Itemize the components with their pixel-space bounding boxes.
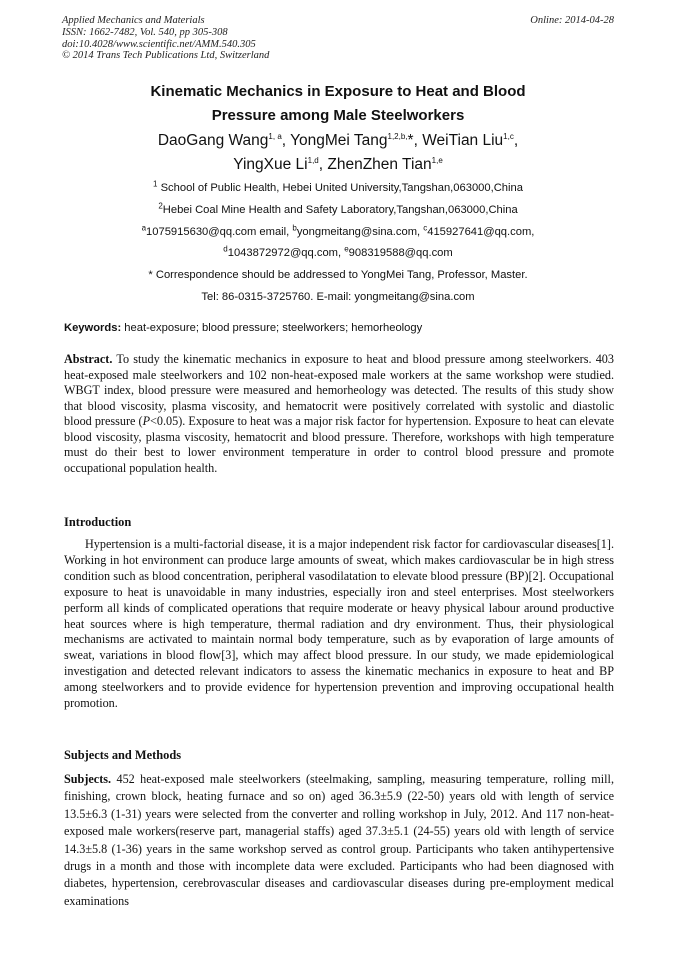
author-name: WeiTian Liu [422, 132, 504, 149]
paper-title [62, 80, 614, 128]
keywords-text: heat-exposure; blood pressure; steelworkers; hemorheology [121, 322, 423, 334]
title-line-1: Kinematic Mechanics in Exposure to Heat and Blood [150, 83, 526, 100]
author-name: ZhenZhen Tian [327, 156, 432, 173]
email-sup: a [141, 222, 147, 232]
doi-line: doi:10.4028/www.scientific.net/AMM.540.305 [62, 38, 256, 50]
affiliations [62, 178, 614, 309]
online-date: Online: 2014-04-28 [530, 15, 614, 26]
author-sup: 1, a [268, 131, 282, 141]
email-text: yongmeitang@sina.com, [296, 225, 421, 238]
author-name: YingXue Li [233, 156, 308, 173]
aff-sup: 2 [158, 201, 163, 211]
subjects-label: Subjects. [64, 772, 112, 786]
subjects-text: 452 heat-exposed male steelworkers (steelmaking, sampling, measuring temperature, rolling mill, finishing, crown block, heating furnace and so on) aged 36.3±5.9 (22-50) years old with length of service 13.5±6.3 (1-31) years were selected from the converter and rolling workshop in July, 2012. And 117 non-heat-exposed male workers(reserve part, managerial staffs) aged 37.3±5.1 (24-55) years old with length of service 14.3±5.8 (1-36) years in the same workshop served as control group. Participants who taken antihypertensive drugs in a month and those with incomplete data were excluded. Participants who had been diagnosed with diabetes, hypertension, cerebrovascular diseases and cardiovascular diseases during pre-employment medical examinations [64, 772, 614, 908]
subjects-paragraph [64, 771, 614, 910]
email-text: 908319588@qq.com [348, 247, 453, 260]
aff-sup: 1 [153, 179, 158, 189]
email-sup: b [292, 222, 297, 232]
abstract-paragraph [64, 352, 614, 476]
introduction-heading: Introduction [64, 515, 132, 529]
email-text: 1075915630@qq.com email, [146, 225, 290, 238]
affiliation-1 [62, 178, 614, 200]
contact-line: Tel: 86-0315-3725760. E-mail: yongmeitang@sina.com [201, 290, 475, 303]
email-line-2 [62, 243, 614, 265]
author-sup: 1,2,b, [387, 131, 408, 141]
email-text: 1043872972@qq.com, [227, 247, 342, 260]
correspondence-note: * Correspondence should be addressed to YongMei Tang, Professor, Master. [148, 269, 528, 282]
keywords-label: Keywords: [64, 322, 122, 334]
methods-heading: Subjects and Methods [64, 748, 182, 762]
email-sup: e [344, 244, 349, 254]
title-line-2: Pressure among Male Steelworkers [211, 107, 465, 124]
email-sup: c [423, 222, 428, 232]
aff-text: Hebei Coal Mine Health and Safety Laboratory,Tangshan,063000,China [162, 203, 518, 216]
abstract-text-2: <0.05). Exposure to heat was a major risk factor for hypertension. Exposure to heat can elevate blood viscosity, plasma viscosity, hematocrit and blood pressure. Therefore, workshops with high temperature must do their best to lower environment temperature in order to control blood pressure and promote occupational population health. [64, 414, 614, 475]
abstract-label: Abstract. [64, 352, 113, 366]
author-sup: 1,e [431, 155, 443, 165]
journal-name: Applied Mechanics and Materials [62, 15, 205, 26]
p-value-symbol: P [142, 414, 151, 428]
email-sup: d [223, 244, 228, 254]
introduction-paragraph: Hypertension is a multi-factorial disease, it is a major independent risk factor for cardiovascular diseases[1]. Working in hot environment can produce large amounts of sweat, which makes cardiovascular be in high stress condition such as blood concentration, peripheral vasodilatation to elevate blood pressure (BP)[2]. Occupational exposure to heat is unavoidable in many industries, especially iron and steel enterprises. Most steelworkers perform all kinds of complicated operations that require moderate or heavy physical labour around productive heat sources where is high temperature, thermal radiation and dry environment. Thus, their physiological mechanisms are activated to maintain normal body temperature, such as by evaporation of large amounts of sweat, variations in blood flow[3], which may affect blood pressure. In our study, we made epidemiological investigation and detected relevant indicators to assess the kinematic mechanics in exposure to heat and BP among steelworkers and to provide evidence for hypertension prevention and improving occupational health promotion. [64, 537, 614, 711]
affiliation-2 [62, 200, 614, 222]
author-name: YongMei Tang [290, 132, 388, 149]
abstract-text-1: To study the kinematic mechanics in exposure to heat and blood pressure among steelworkers. 403 heat-exposed male steelworkers and 102 non-heat-exposed male workers at the same workshop were studied. WBGT index, blood pressure were measured and hemorheology was detected. The results of this study show that blood viscosity, plasma viscosity, and hematocrit were positively correlated with systolic and diastolic blood pressure ( [64, 352, 614, 428]
author-sup: 1,c [503, 131, 514, 141]
author-line-1: DaoGang Wang$^{1, a}$, YongMei Tang$^{1,2,b,}$*, WeiTian Liu$^{1,c}$, [157, 131, 519, 149]
author-line-2: YingXue Li$^{1,d}$, ZhenZhen Tian$^{1,e}$ [233, 155, 443, 173]
author-sup: 1,d [307, 155, 319, 165]
introduction-section [64, 537, 614, 712]
copyright-line: © 2014 Trans Tech Publications Ltd, Switzerland [62, 50, 270, 62]
email-line-1 [62, 222, 614, 244]
author-list [62, 129, 614, 177]
author-name: DaoGang Wang [157, 132, 269, 149]
aff-text: School of Public Health, Hebei United University,Tangshan,063000,China [160, 182, 523, 194]
email-text: 415927641@qq.com, [427, 225, 535, 238]
journal-header [62, 15, 614, 62]
issn-line: ISSN: 1662-7482, Vol. 540, pp 305-308 [62, 26, 228, 38]
corresponding-star: * [407, 132, 414, 149]
keywords [64, 322, 616, 334]
